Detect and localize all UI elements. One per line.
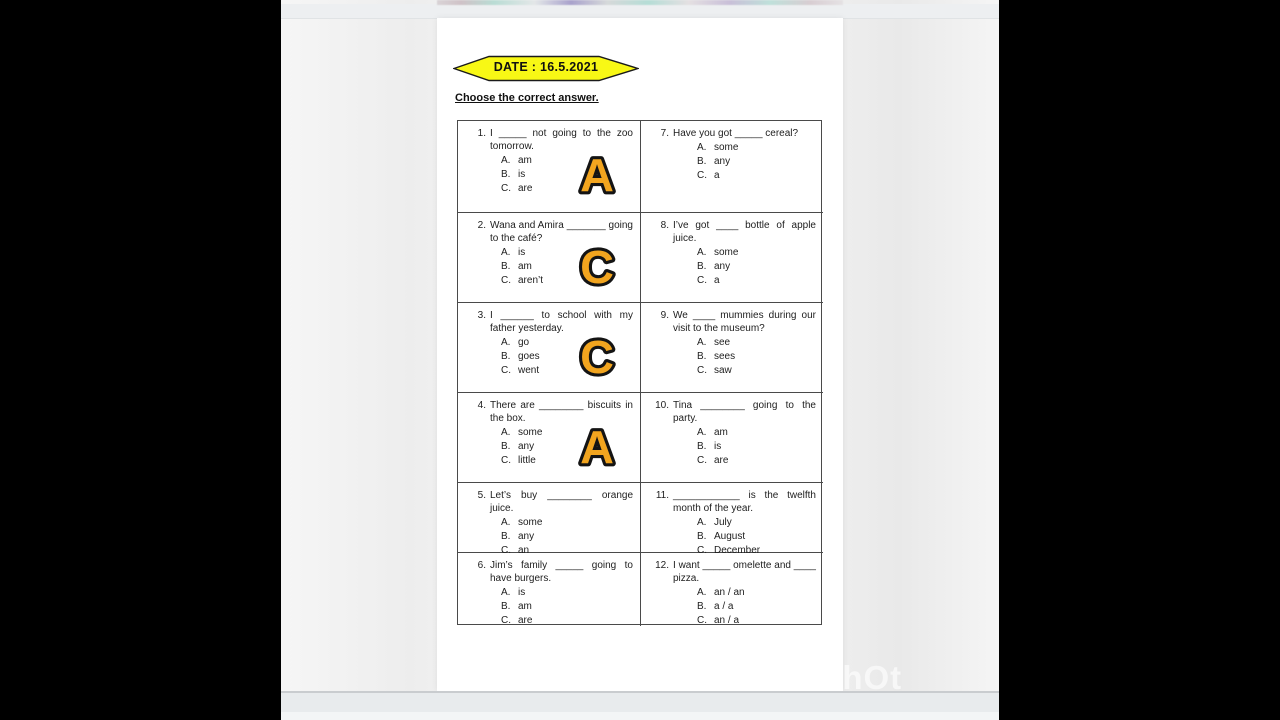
option-text: August [714, 530, 746, 542]
question-cell [641, 483, 823, 556]
option-letter: C. [697, 454, 707, 466]
option-letter: B. [697, 350, 707, 362]
question-number: 11. [655, 490, 669, 501]
option-text: am [518, 260, 532, 272]
option-row [501, 586, 636, 600]
option-text: am [518, 600, 532, 612]
option-letter: A. [697, 427, 707, 438]
option-list [697, 516, 819, 557]
toolbar-strip-cropped [437, 0, 843, 5]
option-list [697, 246, 819, 287]
option-text: went [518, 364, 540, 376]
option-text: a [714, 274, 720, 286]
answer-letter [570, 238, 624, 296]
option-text: July [714, 517, 732, 528]
option-row [697, 614, 819, 628]
question-cell [458, 213, 641, 303]
svg-text:C: C [580, 241, 614, 294]
option-letter: C. [501, 454, 511, 466]
question-cell [458, 121, 641, 213]
option-text: little [518, 454, 536, 466]
option-row [697, 440, 819, 454]
option-text: are [714, 454, 729, 466]
question-text: ____________ is the twelfth month of the year. [673, 490, 816, 514]
question-text: Tina ________ going to the party. [673, 400, 816, 424]
option-letter: A. [501, 427, 511, 438]
option-letter: B. [697, 600, 707, 612]
option-row [697, 600, 819, 614]
answer-letter [570, 418, 624, 476]
option-letter: A. [697, 587, 707, 598]
option-text: aren’t [518, 274, 544, 286]
question-text: Have you got _____ cereal? [673, 128, 799, 139]
question-number: 7. [660, 128, 669, 139]
window-chrome-bottom-light [281, 712, 999, 720]
question-number: 10. [655, 400, 669, 411]
option-text: see [714, 337, 731, 348]
option-text: a / a [714, 600, 734, 612]
window-chrome-top [281, 4, 999, 19]
option-letter: C. [501, 614, 511, 626]
date-banner-text: DATE : 16.5.2021 [493, 60, 599, 74]
question-cell [641, 121, 823, 213]
option-text: sees [714, 350, 736, 362]
letterbox-right [999, 0, 1280, 720]
option-letter: A. [501, 587, 511, 598]
option-letter: C. [501, 544, 511, 556]
option-row [501, 516, 636, 530]
option-letter: A. [501, 155, 511, 166]
option-list [697, 141, 819, 182]
option-row [697, 246, 819, 260]
option-text: some [518, 517, 543, 528]
option-letter: C. [697, 169, 707, 181]
option-letter: C. [501, 182, 511, 194]
option-letter: B. [501, 260, 511, 272]
instructions-heading: Choose the correct answer. [455, 92, 599, 104]
option-row [697, 274, 819, 288]
question-cell [641, 213, 823, 303]
option-letter: B. [697, 440, 707, 452]
answer-letter [570, 328, 624, 386]
question-number: 5. [477, 490, 486, 501]
question-cell [458, 553, 641, 626]
option-text: any [518, 440, 535, 452]
answer-letter [570, 146, 624, 204]
question-number: 9. [660, 310, 669, 321]
question-number: 4. [477, 400, 486, 411]
option-text: are [518, 614, 533, 626]
option-row [697, 155, 819, 169]
option-text: saw [714, 364, 732, 376]
option-letter: A. [697, 337, 707, 348]
question-number: 1. [477, 128, 486, 139]
option-letter: A. [697, 517, 707, 528]
question-table [457, 120, 822, 625]
svg-text:A: A [580, 421, 614, 474]
question-number: 3. [477, 310, 486, 321]
question-text: I ______ to school with my father yesterday. [490, 310, 633, 334]
option-text: some [714, 247, 739, 258]
option-row [697, 516, 819, 530]
option-row [697, 426, 819, 440]
option-row [501, 614, 636, 628]
question-number: 8. [660, 220, 669, 231]
option-text: any [714, 155, 731, 167]
option-text: am [714, 427, 728, 438]
option-letter: B. [501, 530, 511, 542]
option-row [501, 600, 636, 614]
letterbox-left [0, 0, 281, 720]
question-number: 6. [477, 560, 486, 571]
option-letter: B. [501, 440, 511, 452]
option-letter: C. [697, 544, 707, 556]
question-text: We ____ mummies during our visit to the museum? [673, 310, 816, 334]
question-text: I _____ not going to the zoo tomorrow. [490, 128, 633, 152]
option-text: an / a [714, 614, 740, 626]
option-text: go [518, 337, 530, 348]
option-letter: C. [697, 614, 707, 626]
option-row [697, 530, 819, 544]
option-letter: B. [501, 168, 511, 180]
option-list [697, 336, 819, 377]
question-cell [458, 393, 641, 483]
option-text: some [518, 427, 543, 438]
option-text: a [714, 169, 720, 181]
option-text: December [714, 544, 761, 556]
option-text: are [518, 182, 533, 194]
question-text: Jim’s family _____ going to have burgers. [490, 560, 633, 584]
question-cell [458, 483, 641, 556]
option-row [697, 141, 819, 155]
question-text: There are ________ biscuits in the box. [490, 400, 633, 424]
option-text: is [518, 247, 526, 258]
option-row [697, 454, 819, 468]
option-letter: B. [501, 350, 511, 362]
question-number: 12. [655, 560, 669, 571]
option-text: an [518, 544, 530, 556]
question-text: I want _____ omelette and ____ pizza. [673, 560, 816, 584]
option-letter: C. [697, 364, 707, 376]
option-text: an / an [714, 587, 745, 598]
question-cell [458, 303, 641, 393]
question-number: 2. [477, 220, 486, 231]
option-text: goes [518, 350, 540, 362]
option-letter: A. [501, 337, 511, 348]
option-text: any [518, 530, 535, 542]
question-text: Wana and Amira _______ going to the café? [490, 220, 633, 244]
option-letter: B. [697, 155, 707, 167]
option-letter: C. [697, 274, 707, 286]
option-text: any [714, 260, 731, 272]
option-row [697, 260, 819, 274]
option-row [697, 586, 819, 600]
option-list [501, 586, 636, 627]
question-cell [641, 303, 823, 393]
option-text: some [714, 142, 739, 153]
svg-text:C: C [580, 331, 614, 384]
option-letter: A. [501, 517, 511, 528]
question-cell [641, 553, 823, 626]
option-row [501, 530, 636, 544]
option-row [697, 364, 819, 378]
option-list [501, 516, 636, 557]
option-letter: B. [501, 600, 511, 612]
option-letter: A. [501, 247, 511, 258]
option-list [697, 426, 819, 467]
option-text: is [518, 168, 526, 180]
option-text: is [714, 440, 722, 452]
question-cell [641, 393, 823, 483]
svg-text:A: A [580, 149, 614, 202]
option-letter: A. [697, 247, 707, 258]
worksheet-page [437, 18, 843, 691]
option-row [697, 350, 819, 364]
option-text: is [518, 587, 526, 598]
option-letter: C. [501, 274, 511, 286]
option-letter: A. [697, 142, 707, 153]
option-letter: B. [697, 260, 707, 272]
option-letter: B. [697, 530, 707, 542]
question-text: I’ve got ____ bottle of apple juice. [673, 220, 816, 244]
option-row [697, 169, 819, 183]
option-row [697, 336, 819, 350]
question-text: Let’s buy ________ orange juice. [490, 490, 633, 514]
option-text: am [518, 155, 532, 166]
inshot-watermark: InShOt [788, 659, 903, 696]
option-letter: C. [501, 364, 511, 376]
option-list [697, 586, 819, 627]
